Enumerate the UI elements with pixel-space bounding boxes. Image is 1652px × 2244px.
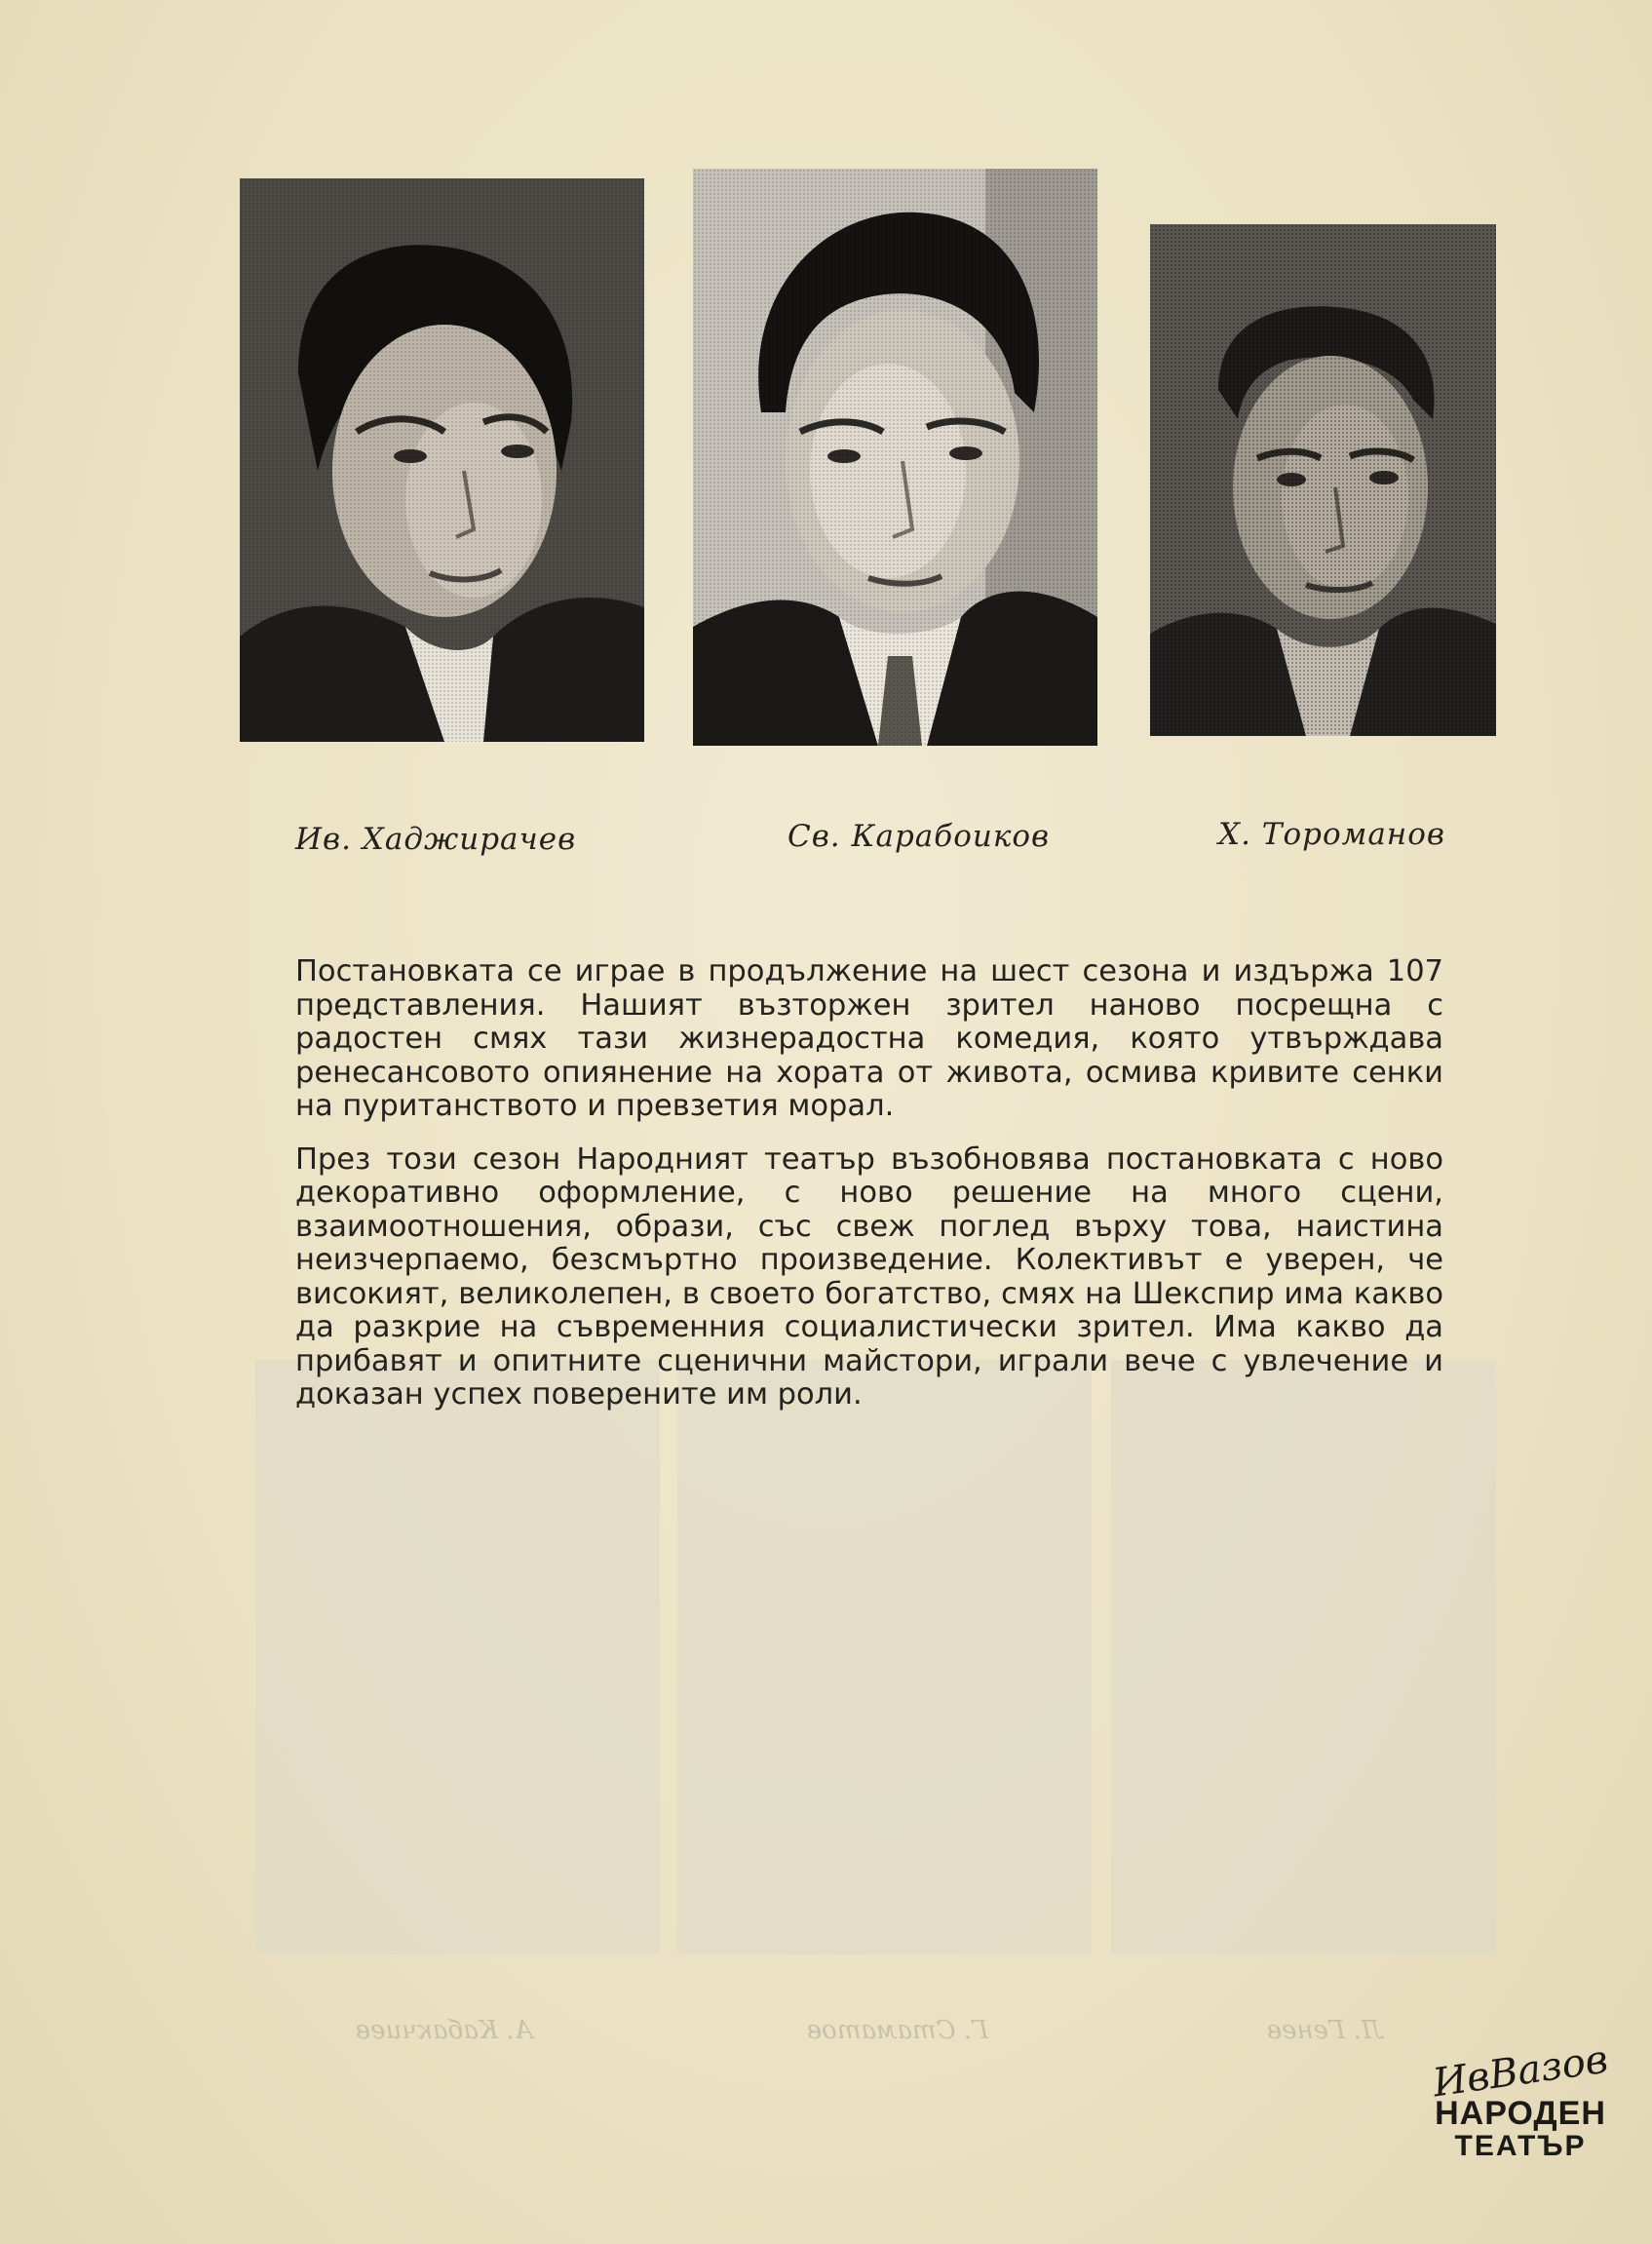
actor-name-3: Х. Тороманов	[1218, 817, 1445, 852]
show-through-block	[1111, 1360, 1496, 1954]
logo-signature: ИвВазов	[1430, 2036, 1611, 2107]
actor-name-1: Ив. Хаджирачев	[295, 822, 577, 857]
actor-photo-2	[693, 169, 1097, 746]
paragraph-1: Постановката се играе в продължение на шест сезона и издържа 107 представления. Нашият възторжен зрител наново посрещна с радостен смях тази жизнерадостна комедия, която утвърждава ренесансовото опиянение на хората от живота, осмива кривите сенки на пуританството и превзетия морал.	[295, 954, 1443, 1123]
logo-line-1: НАРОДЕН	[1435, 2095, 1606, 2132]
paragraph-2: През този сезон Народният театър възобновява постановката с ново декоративно оформление, с ново решение на много сцени, взаимоотношения, образи, със свеж поглед върху това, наистина неизчерпаемо, безсмъртно произведение. Колективът е уверен, че високият, великолепен, в своето богатство, смях на Шекспир има какво да разкрие на съвременния социалистически зрител. Има какво да прибавят и опитните сценични майстори, играли вече с увлечение и доказан успех поверените им роли.	[295, 1141, 1443, 1412]
show-through-caption-1: А. Кабакчиев	[356, 2016, 534, 2045]
show-through-caption-2: Г. Стаматов	[807, 2016, 989, 2045]
show-through-block	[255, 1360, 660, 1954]
logo-line-2: ТЕАТЪР	[1454, 2130, 1587, 2162]
portrait-image	[1150, 224, 1496, 736]
portrait-image	[693, 169, 1097, 746]
actor-photo-3	[1150, 224, 1496, 736]
theatre-logo	[1428, 2036, 1613, 2203]
actor-name-2: Св. Карабоиков	[788, 819, 1051, 854]
show-through-block	[677, 1360, 1092, 1954]
show-through-caption-3: Л. Генев	[1267, 2016, 1383, 2045]
actor-photo-1	[240, 178, 644, 742]
article-body	[295, 955, 1443, 1432]
portrait-image	[240, 178, 644, 742]
